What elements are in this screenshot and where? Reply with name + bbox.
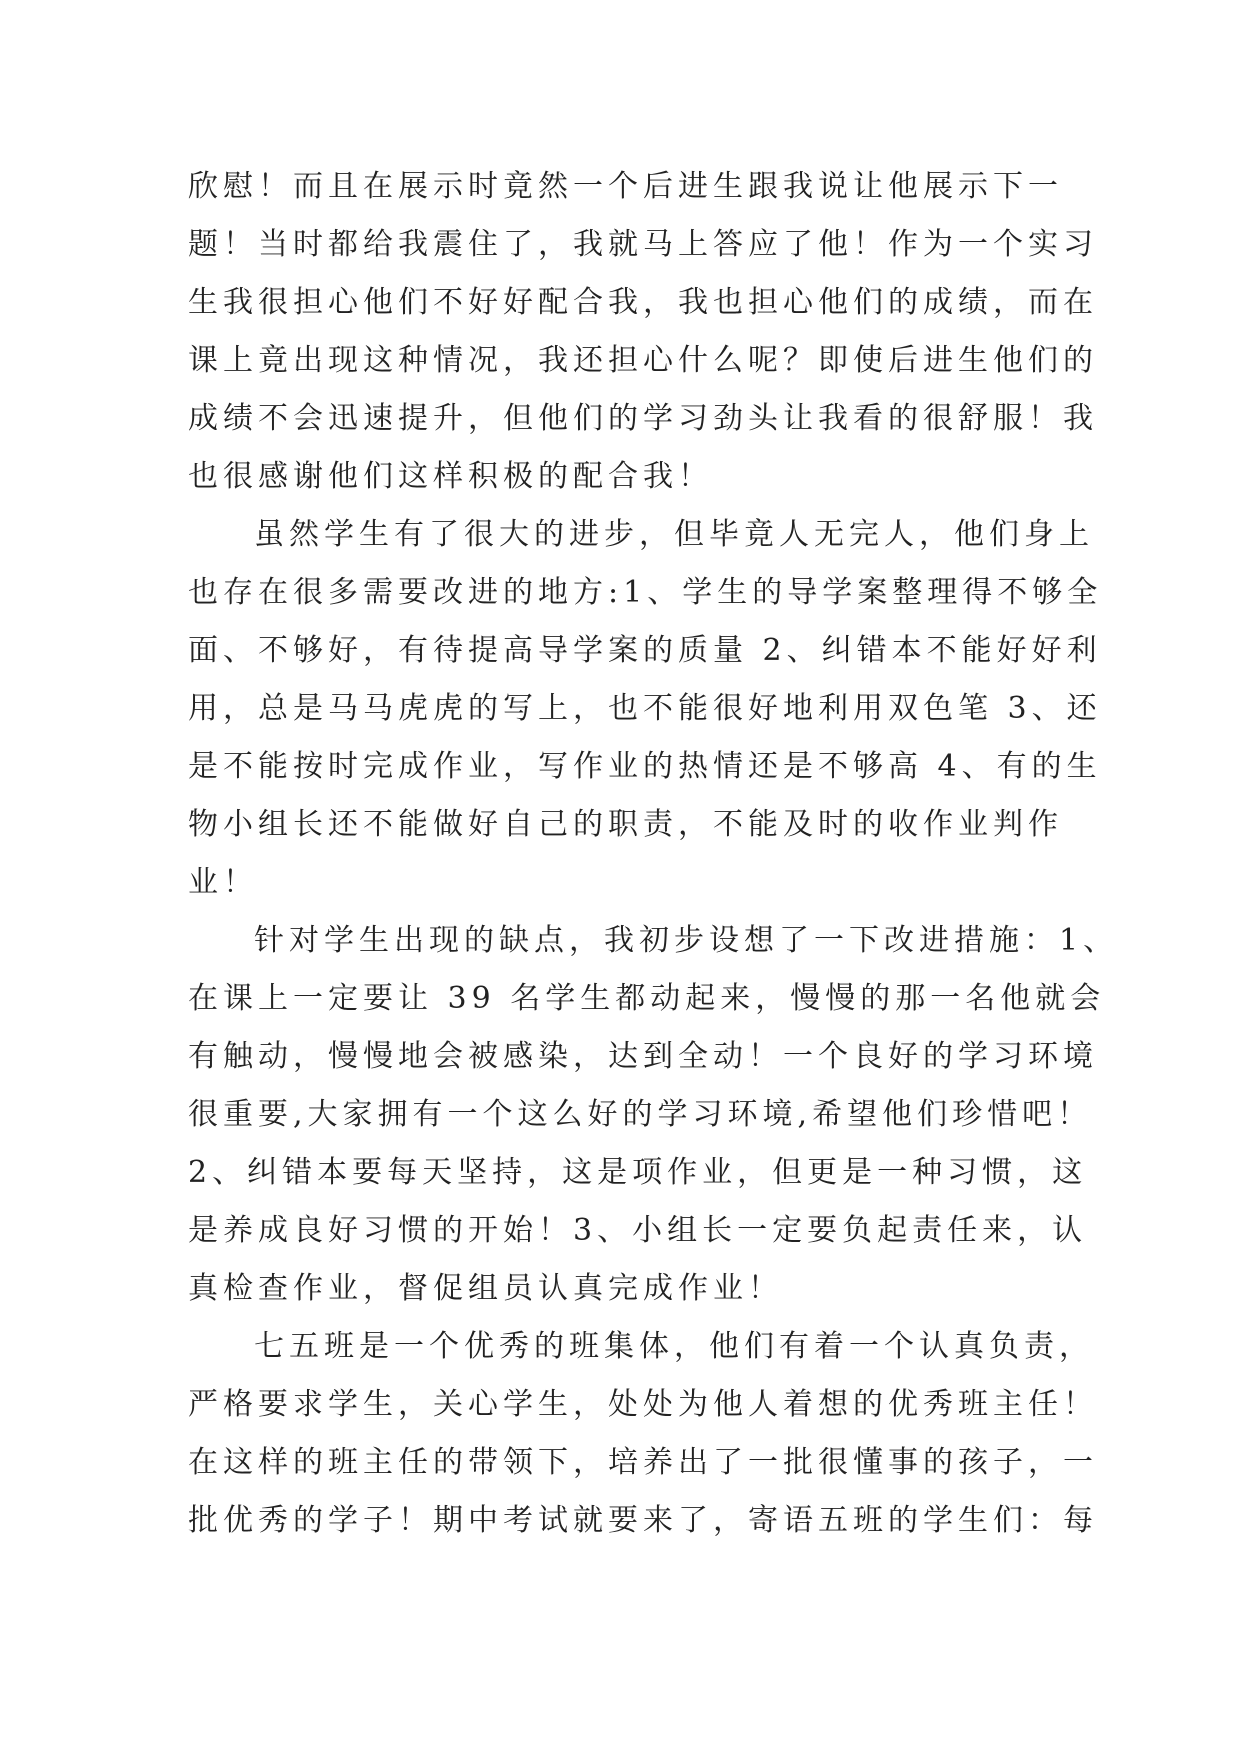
text-line: 面、不够好，有待提高导学案的质量 2、纠错本不能好好利 (188, 633, 1102, 668)
text-line: 物小组长还不能做好自己的职责，不能及时的收作业判作 (188, 807, 1063, 842)
text-line: 课上竟出现这种情况，我还担心什么呢？即使后进生他们的 (188, 343, 1098, 378)
text-line: 业！ (188, 865, 258, 900)
text-line: 很重要,大家拥有一个这么好的学习环境,希望他们珍惜吧！ (188, 1097, 1093, 1132)
text-line: 生我很担心他们不好好配合我，我也担心他们的成绩，而在 (188, 285, 1098, 320)
text-line: 用，总是马马虎虎的写上，也不能很好地利用双色笔 3、还 (188, 691, 1102, 726)
text-line: 真检查作业，督促组员认真完成作业！ (188, 1271, 783, 1306)
text-line: 也存在很多需要改进的地方:1、学生的导学案整理得不够全 (188, 575, 1103, 610)
body-text (188, 158, 1119, 1550)
paragraph-first-line: 针对学生出现的缺点，我初步设想了一下改进措施：1、 (254, 923, 1119, 958)
text-line: 2、纠错本要每天坚持，这是项作业，但更是一种习惯，这 (188, 1155, 1088, 1190)
text-line: 成绩不会迅速提升，但他们的学习劲头让我看的很舒服！我 (188, 401, 1098, 436)
text-line: 是养成良好习惯的开始！3、小组长一定要负起责任来，认 (188, 1213, 1088, 1248)
text-line: 在课上一定要让 39 名学生都动起来，慢慢的那一名他就会 (188, 981, 1106, 1016)
text-line: 有触动，慢慢地会被感染，达到全动！一个良好的学习环境 (188, 1039, 1098, 1074)
paragraph-first-line: 虽然学生有了很大的进步，但毕竟人无完人，他们身上 (254, 517, 1094, 552)
text-line: 批优秀的学子！期中考试就要来了，寄语五班的学生们：每 (188, 1503, 1098, 1538)
text-line: 欣慰！而且在展示时竟然一个后进生跟我说让他展示下一 (188, 169, 1063, 204)
text-line: 题！当时都给我震住了，我就马上答应了他！作为一个实习 (188, 227, 1098, 262)
text-line: 是不能按时完成作业，写作业的热情还是不够高 4、有的生 (188, 749, 1102, 784)
text-line: 在这样的班主任的带领下，培养出了一批很懂事的孩子，一 (188, 1445, 1098, 1480)
paragraph-first-line: 七五班是一个优秀的班集体，他们有着一个认真负责， (254, 1329, 1094, 1364)
text-line: 严格要求学生，关心学生，处处为他人着想的优秀班主任！ (188, 1387, 1098, 1422)
text-line: 也很感谢他们这样积极的配合我！ (188, 459, 713, 494)
